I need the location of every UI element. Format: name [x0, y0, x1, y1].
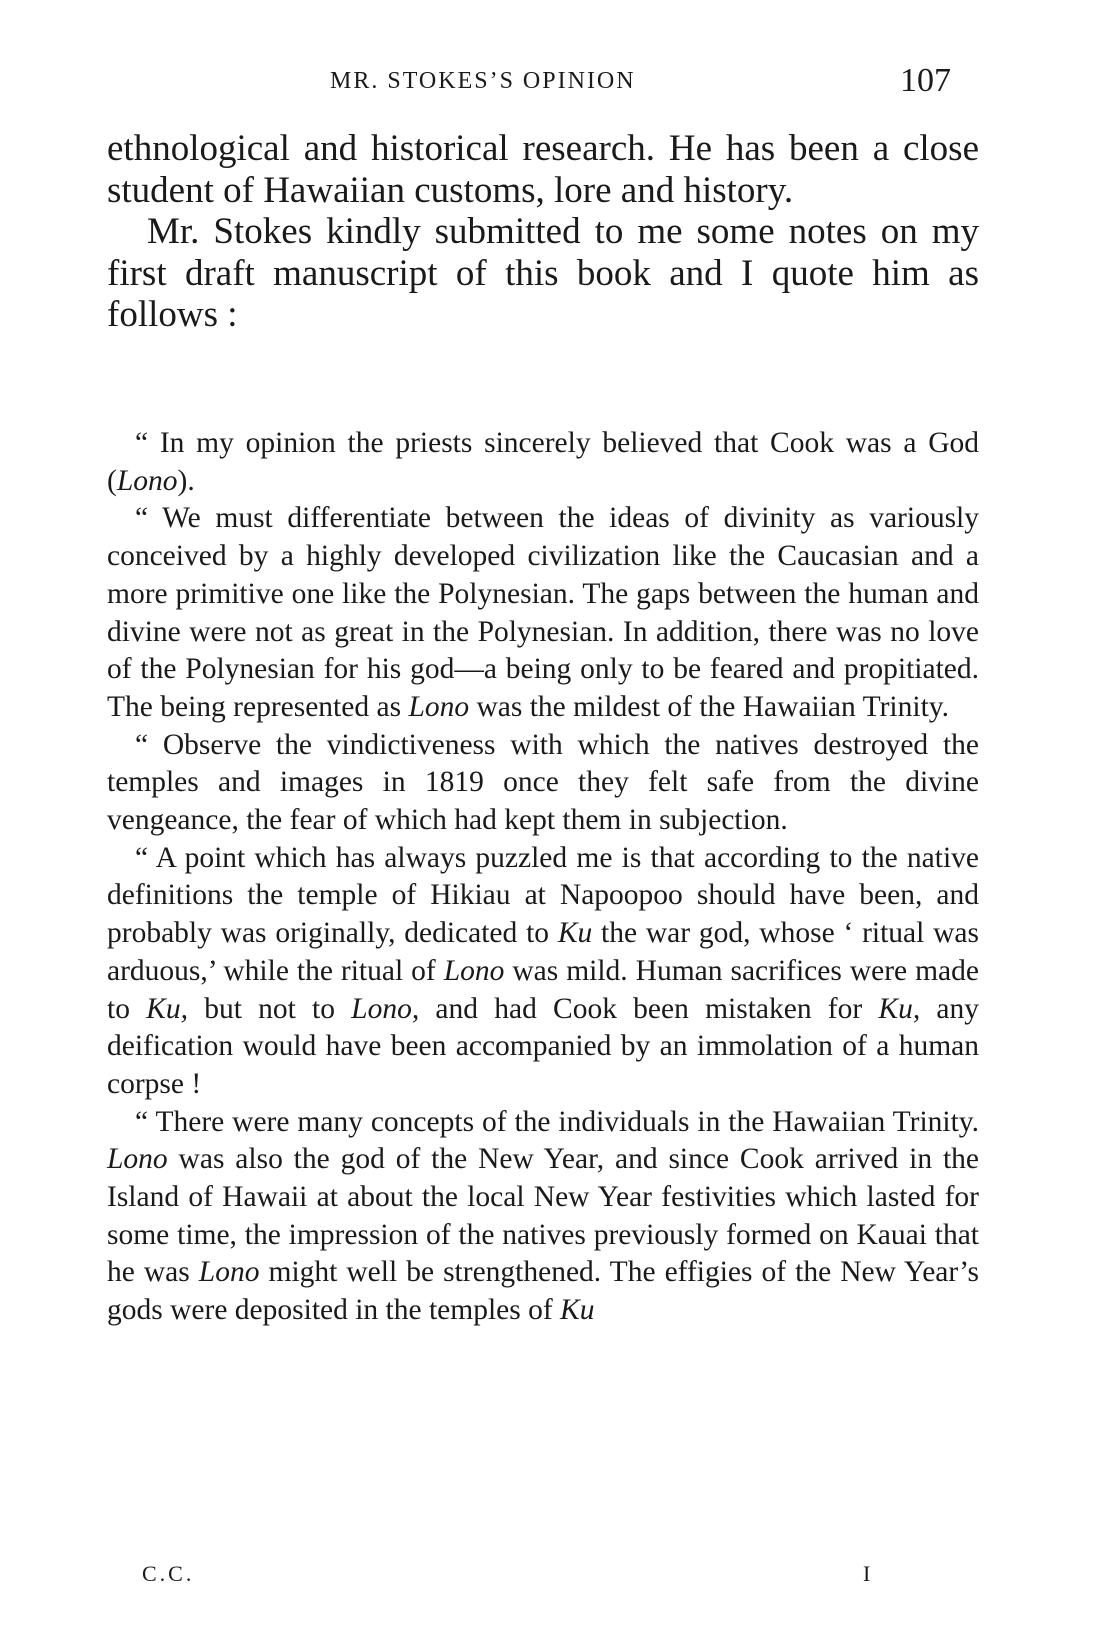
quote-italic: Ku	[560, 1294, 595, 1327]
signature-mark: C.C.	[142, 1561, 195, 1586]
signature-number: I	[863, 1561, 871, 1586]
running-head: MR. STOKES’S OPINION	[330, 68, 636, 94]
quote-text: but not to	[187, 992, 352, 1025]
quote-text: and had Cook been mistaken for	[419, 992, 879, 1025]
quote-text: ).	[177, 464, 195, 497]
quote-italic: Lono,	[351, 992, 420, 1025]
quote-italic: Lono	[408, 690, 470, 723]
intro-paragraph-stokes: Mr. Stokes kindly submitted to me some notes on my first draft manuscript of this book and I quote him as follows :	[107, 211, 979, 335]
quote-paragraph-4	[107, 840, 979, 1104]
quote-italic: Ku,	[878, 992, 921, 1025]
page-header	[0, 62, 1114, 102]
quote-text: “ There were many concepts of the individuals in the Hawaiian Trinity.	[135, 1105, 979, 1138]
quote-text: was also the god of the New Year, and since Cook arrived in the Island of Hawaii at about the local New Year festivities which lasted for some time, the impression of the natives previously formed on Kauai that he was	[107, 1143, 979, 1289]
quote-italic: Lono	[116, 464, 178, 497]
quote-text: “ We must differentiate between the ideas of divinity as variously conceived by a highly developed civilization like the Caucasian and a more primitive one like the Polynesian. The gaps between the human and divine were not as great in the Polynesian. In addition, there was no love of the Polynesian for his god—a being only to be feared and propitiated. The being represented as	[107, 502, 979, 723]
quote-paragraph-3: “ Observe the vindictiveness with which the natives destroyed the temples and images in 1819 once they felt safe from the divine vengeance, the fear of which had kept them in subjection.	[107, 728, 979, 837]
quote-text: might well be strengthened. The effigies of the New Year’s gods were deposited in the temples of	[107, 1256, 979, 1327]
quote-text: was the mildest of the Hawaiian Trinity.	[469, 690, 949, 723]
quote-paragraph-5	[107, 1104, 979, 1330]
quote-italic: Lono	[107, 1143, 168, 1176]
page-footer	[0, 1561, 1114, 1597]
quote-italic: Ku,	[146, 992, 188, 1025]
quote-text: “ A point which has always puzzled me is that according to the native definitions the temple of Hikiau at Napoopoo should have been, and probably was originally, dedicated to	[107, 841, 979, 950]
quote-text: the war god, whose ‘ ritual was arduous,’ while the ritual of	[107, 917, 979, 987]
quote-italic: Lono	[443, 954, 505, 987]
quote-paragraph-1	[107, 425, 979, 500]
page-number: 107	[900, 62, 951, 99]
quote-text: any deification would have been accompanied by an immolation of a human corpse !	[107, 992, 980, 1100]
quote-text: “ In my opinion the priests sincerely believed that Cook was a God (	[107, 427, 979, 497]
intro-paragraph-continued: ethnological and historical research. He has been a close student of Hawaiian customs, lore and history.	[107, 128, 979, 211]
quote-text: was mild. Human sacrifices were made to	[107, 954, 979, 1025]
quote-italic: Ku	[557, 917, 593, 950]
quote-paragraph-2	[107, 500, 979, 726]
quote-italic: Lono	[198, 1256, 260, 1289]
stokes-quotation	[107, 425, 979, 1330]
intro-text	[107, 128, 979, 336]
